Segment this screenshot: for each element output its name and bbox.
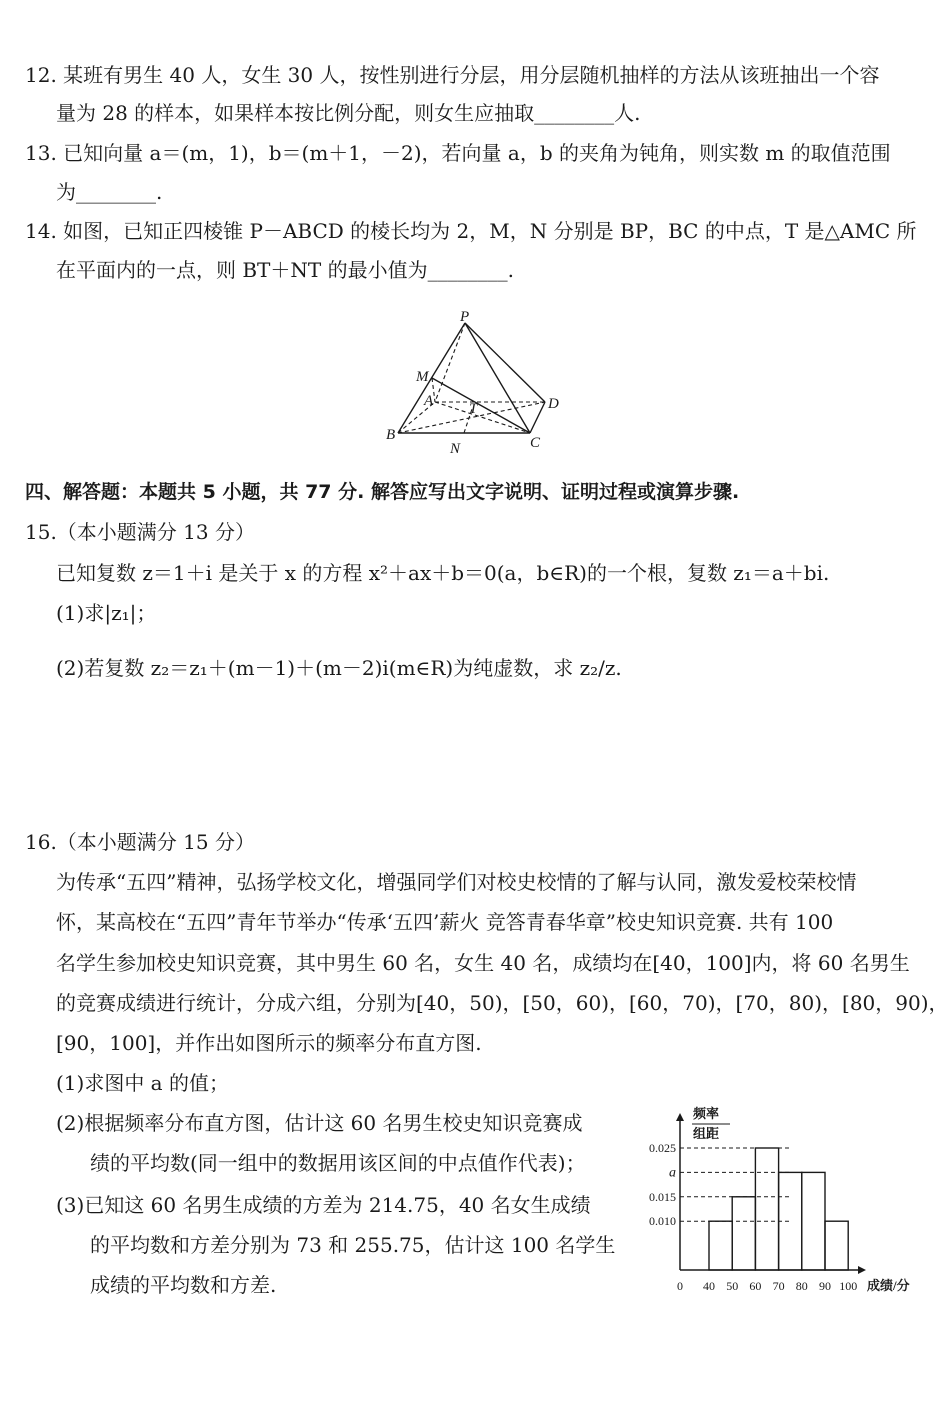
q14-line2: 在平面内的一点，则 BT＋NT 的最小值为________. <box>56 258 514 282</box>
q15-stem: 已知复数 z＝1＋i 是关于 x 的方程 x²＋ax＋b＝0(a，b∈R)的一个根，复数 z₁＝a＋bi. <box>56 561 830 585</box>
q16-part2-2: 绩的平均数(同一组中的数据用该区间的中点值作代表)； <box>90 1151 586 1175</box>
y-tick-label: 0.015 <box>649 1189 676 1204</box>
q16-part3-3: 成绩的平均数和方差. <box>90 1273 277 1297</box>
q12-line2: 量为 28 的样本，如果样本按比例分配，则女生应抽取________人. <box>56 101 641 125</box>
label-A: A <box>424 393 434 409</box>
q15-header: 15.（本小题满分 13 分） <box>25 520 255 544</box>
q16-stem-2: 怀，某高校在“五四”青年节举办“传承‘五四’薪火 竞答青春华章”校史知识竞赛. 共有 100 <box>56 910 834 934</box>
q16-part3-2: 的平均数和方差分别为 73 和 255.75，估计这 100 名学生 <box>90 1233 616 1257</box>
q14-line1: 14. 如图，已知正四棱锥 P－ABCD 的棱长均为 2，M，N 分别是 BP，BC 的中点，T 是△AMC 所 <box>25 219 917 243</box>
label-C: C <box>530 435 541 451</box>
q16-stem-3: 名学生参加校史知识竞赛，其中男生 60 名，女生 40 名，成绩均在[40，100]内，将 60 名男生 <box>56 951 910 975</box>
x-tick-label: 40 <box>703 1279 715 1293</box>
q13-line2: 为________. <box>56 180 163 204</box>
label-T: T <box>469 401 478 417</box>
histogram-bar <box>732 1197 755 1270</box>
q15-part1: (1)求|z₁|； <box>56 601 157 625</box>
q13-line1: 13. 已知向量 a＝(m，1)，b＝(m＋1，－2)，若向量 a，b 的夹角为钝角，则实数 m 的取值范围 <box>25 141 891 165</box>
q12-line1: 12. 某班有男生 40 人，女生 30 人，按性别进行分层，用分层随机抽样的方法从该班抽出一个容 <box>25 63 880 87</box>
x-tick-label: 50 <box>726 1279 739 1293</box>
label-B: B <box>386 427 396 443</box>
y-label-bottom: 组距 <box>693 1126 720 1141</box>
label-M: M <box>416 369 429 385</box>
histogram-bar <box>755 1148 778 1270</box>
x-tick-label: 80 <box>795 1279 808 1293</box>
q16-stem-5: [90，100]，并作出如图所示的频率分布直方图. <box>56 1031 482 1055</box>
x-tick-label: 70 <box>772 1279 785 1293</box>
section-heading: 四、解答题：本题共 5 小题，共 77 分. 解答应写出文字说明、证明过程或演算步骤. <box>25 481 740 503</box>
y-tick-label: a <box>669 1165 676 1181</box>
x-axis-label: 成绩/分 <box>867 1278 910 1293</box>
histogram-bar <box>825 1221 848 1270</box>
histogram-bar <box>709 1221 732 1270</box>
q16-part2-1: (2)根据频率分布直方图，估计这 60 名男生校史知识竞赛成 <box>56 1111 583 1135</box>
histogram-bar <box>779 1172 802 1270</box>
label-N: N <box>450 441 461 457</box>
q16-stem-1: 为传承“五四”精神，弘扬学校文化，增强同学们对校史校情的了解与认同，激发爱校荣校情 <box>56 870 857 894</box>
x-tick-label: 0 <box>677 1279 683 1293</box>
q16-part3-1: (3)已知这 60 名男生成绩的方差为 214.75，40 名女生成绩 <box>56 1193 591 1217</box>
x-tick-label: 90 <box>819 1279 831 1293</box>
y-tick-label: 0.025 <box>649 1141 676 1155</box>
q16-header: 16.（本小题满分 15 分） <box>25 830 255 854</box>
q16-stem-4: 的竞赛成绩进行统计，分成六组，分别为[40，50)，[50，60)，[60，70)，[70，80)，[80，90)， <box>56 991 949 1015</box>
histogram-bar <box>802 1172 825 1270</box>
y-tick-label: 0.010 <box>649 1214 676 1229</box>
q15-part2: (2)若复数 z₂＝z₁＋(m－1)＋(m－2)i(m∈R)为纯虚数，求 z₂/z. <box>56 656 622 680</box>
label-P: P <box>460 309 470 325</box>
y-label-top: 频率 <box>693 1106 720 1121</box>
pyramid-figure <box>380 305 580 465</box>
x-tick-label: 100 <box>839 1279 858 1293</box>
x-tick-label: 60 <box>749 1279 762 1293</box>
q16-part1: (1)求图中 a 的值； <box>56 1071 229 1095</box>
label-D: D <box>548 396 559 412</box>
frequency-histogram <box>630 1105 940 1305</box>
